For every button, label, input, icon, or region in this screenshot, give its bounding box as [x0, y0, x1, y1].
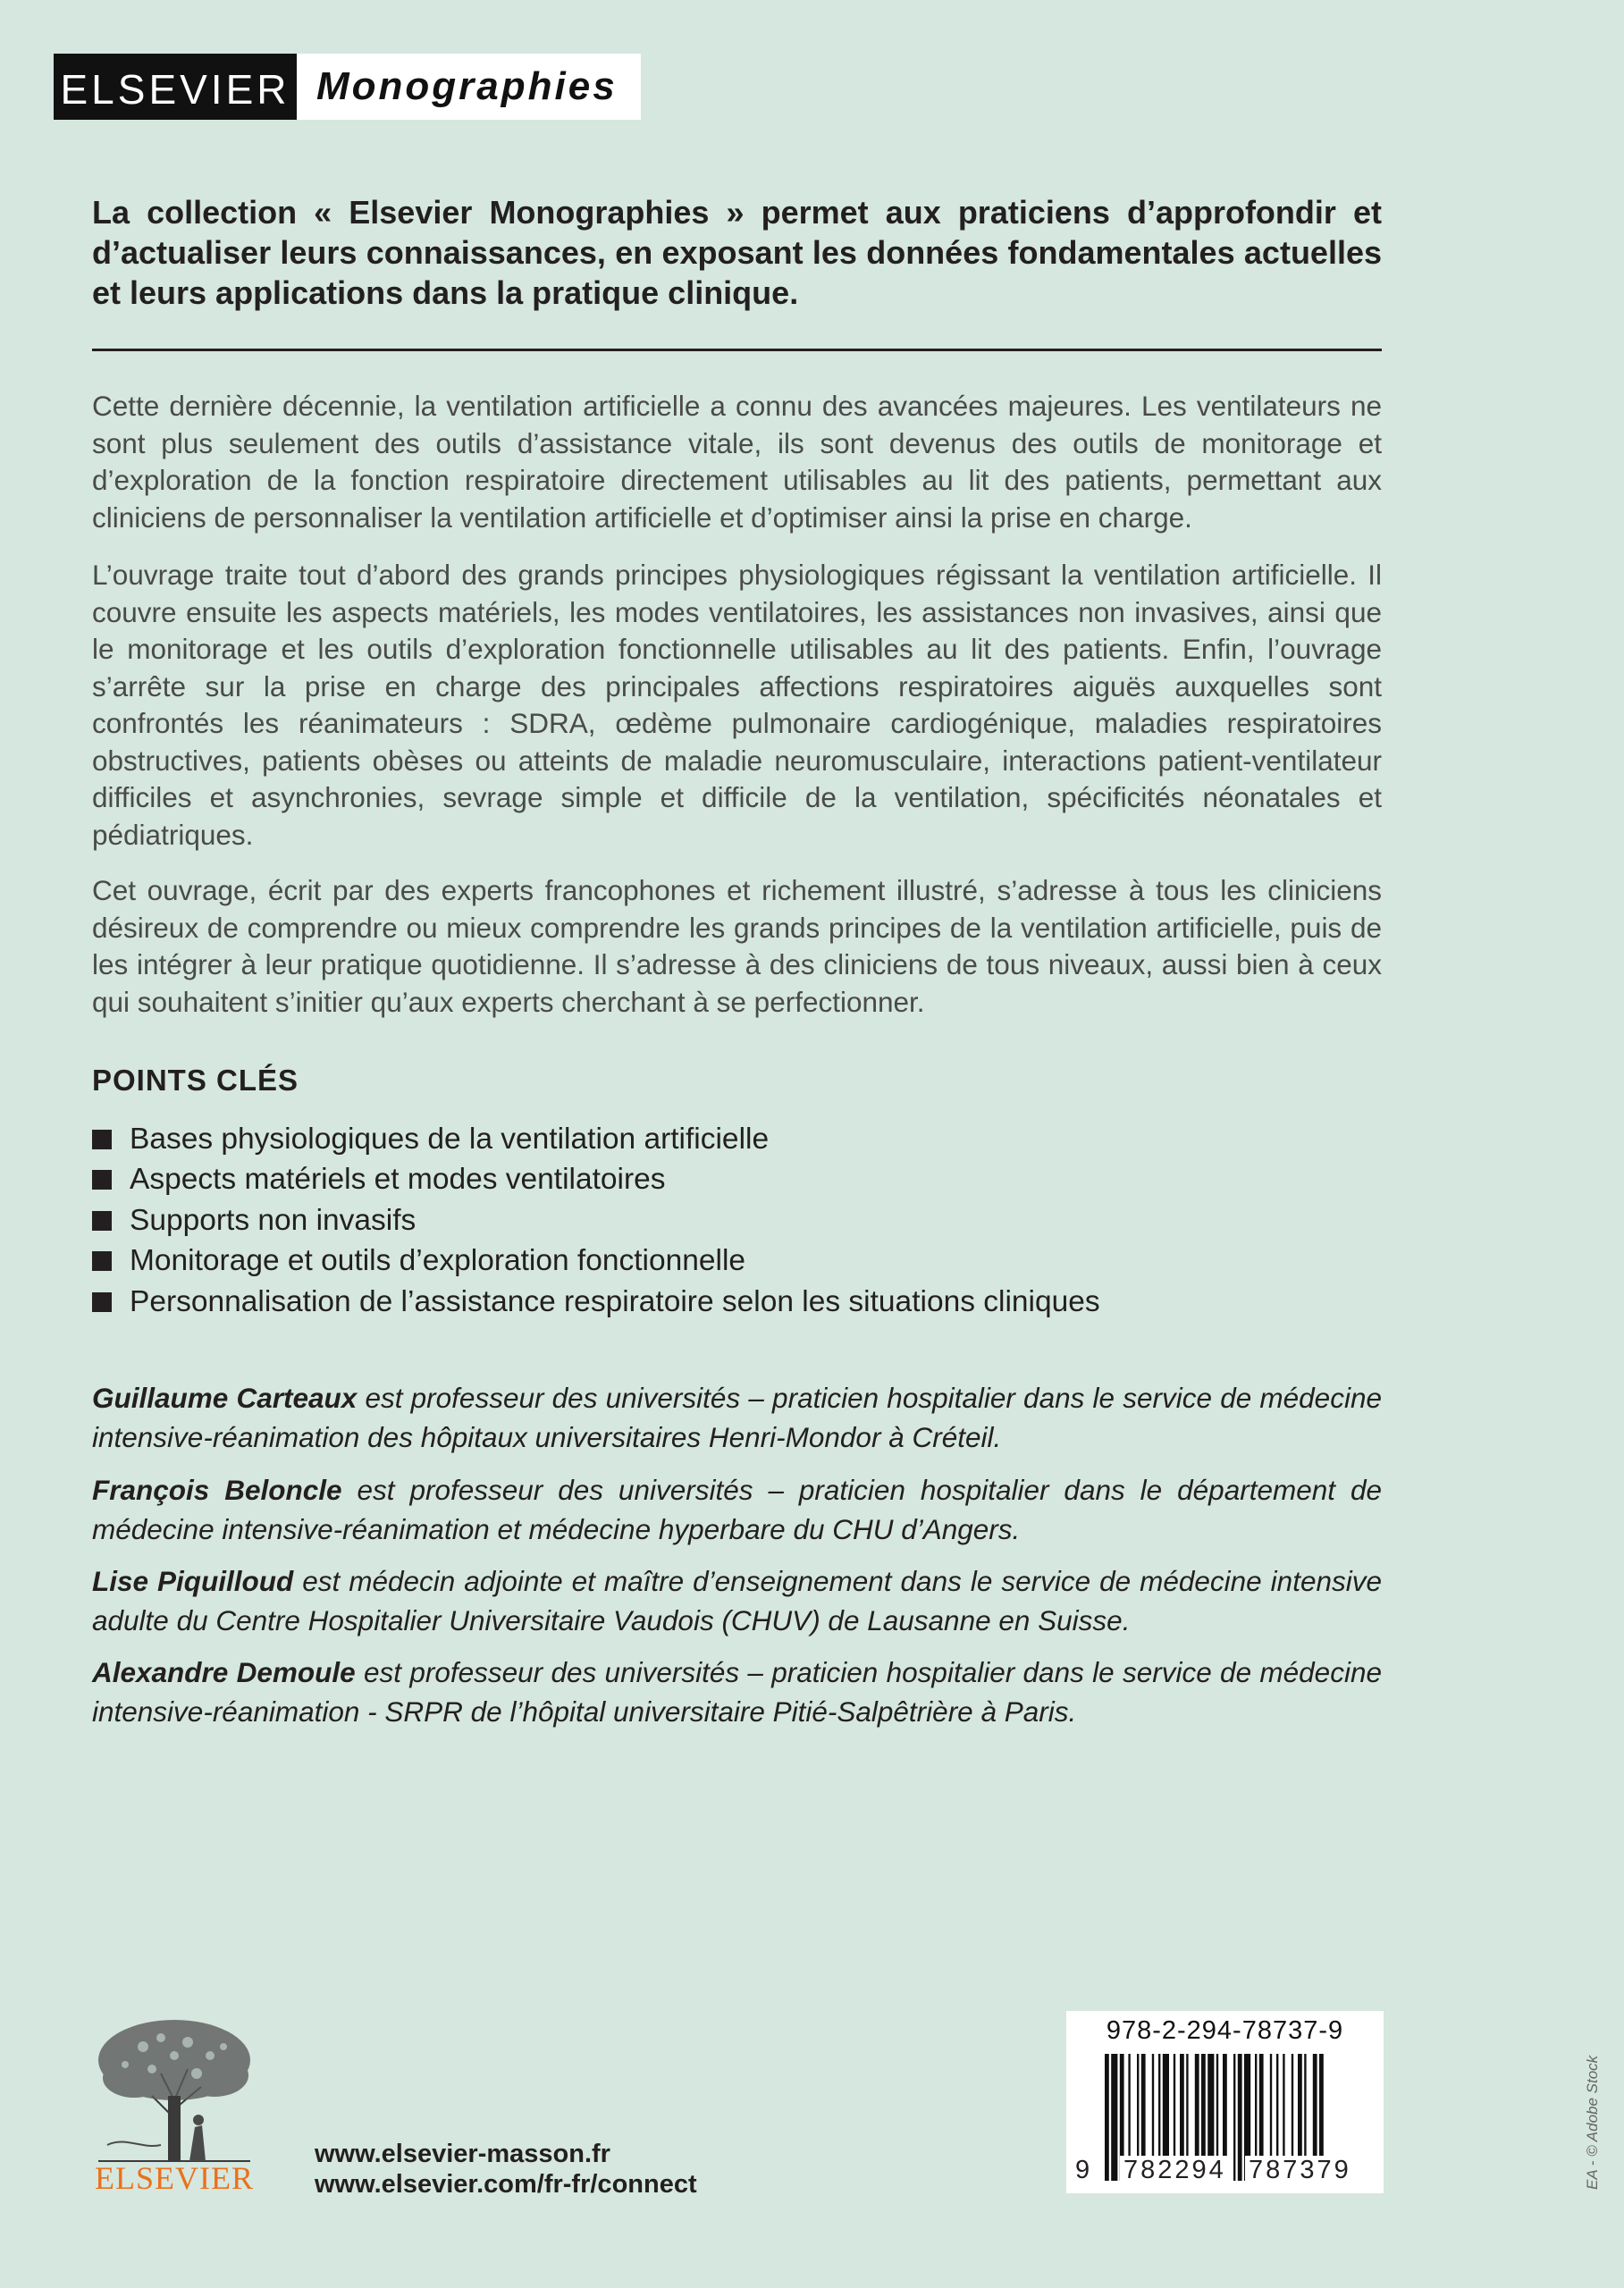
author-name: Alexandre Demoule	[92, 1656, 356, 1688]
series-logo-publisher: ELSEVIER	[54, 54, 297, 120]
elsevier-wordmark: ELSEVIER	[95, 2160, 254, 2196]
key-point-item	[92, 1160, 1100, 1201]
series-logo-name: Monographies	[297, 54, 641, 120]
square-bullet-icon	[92, 1170, 112, 1190]
isbn-number: 978-2-294-78737-9	[1106, 2016, 1344, 2045]
square-bullet-icon	[92, 1130, 112, 1149]
key-points-heading: POINTS CLÉS	[92, 1064, 299, 1097]
author-description: est professeur des universités – praticien hospitalier dans le service de médecine intensive-réanimation - SRPR de l’hôpital universitaire Pitié-Salpêtrière à Paris.	[92, 1656, 1382, 1728]
author-bio	[92, 1561, 1382, 1640]
author-name: Lise Piquilloud	[92, 1565, 294, 1597]
author-bio	[92, 1653, 1382, 1731]
key-point-label: Monitorage et outils d’exploration fonctionnelle	[130, 1244, 746, 1278]
barcode-digits-right: 787379	[1245, 2156, 1355, 2185]
author-description: est professeur des universités – praticien hospitalier dans le service de médecine intensive-réanimation des hôpitaux universitaires Henri-Mondor à Créteil.	[92, 1382, 1382, 1453]
key-point-item	[92, 1119, 1100, 1160]
photo-credit: EA - © Adobe Stock	[1584, 2055, 1601, 2190]
divider	[92, 349, 1382, 351]
author-name: Guillaume Carteaux	[92, 1382, 358, 1414]
key-point-label: Supports non invasifs	[130, 1203, 417, 1237]
author-name: François Beloncle	[92, 1474, 342, 1506]
series-logo	[54, 54, 641, 120]
website-link[interactable]: www.elsevier.com/fr-fr/connect	[315, 2170, 697, 2199]
square-bullet-icon	[92, 1251, 112, 1271]
key-points-list	[92, 1119, 1100, 1323]
key-point-label: Bases physiologiques de la ventilation artificielle	[130, 1122, 770, 1156]
description-paragraph: L’ouvrage traite tout d’abord des grands principes physiologiques régissant la ventilation artificielle. Il couvre ensuite les aspects matériels, les modes ventilatoires, les assistances non invasives, ainsi que le monitorage et les outils d’exploration fonctionnelle utilisables au lit des patients. Enfin, l’ouvrage s’arrête sur la prise en charge des principales affections respiratoires aiguës auxquelles sont confrontés les réanimateurs : SDRA, œdème pulmonaire cardiogénique, maladies respiratoires obstructives, patients obèses ou atteints de maladie neuromusculaire, interactions patient-ventilateur difficiles et asynchronies, sevrage simple et difficile de la ventilation, spécificités néonatales et pédiatriques.	[92, 559, 1382, 851]
description-paragraph: Cet ouvrage, écrit par des experts francophones et richement illustré, s’adresse à tous les cliniciens désireux de comprendre ou mieux comprendre les grands principes de la ventilation artificielle, puis de les intégrer à leur pratique quotidienne. Il s’adresse à des cliniciens de tous niveaux, aussi bien à ceux qui souhaitent s’initier qu’aux experts cherchant à se perfectionner.	[92, 874, 1382, 1018]
collection-intro: La collection « Elsevier Monographies » permet aux praticiens d’approfondir et d’actualiser leurs connaissances, en exposant les données fondamentales actuelles et leurs applications dans la pratique clinique.	[92, 194, 1382, 311]
isbn-barcode	[1066, 2011, 1384, 2193]
author-description: est professeur des universités – praticien hospitalier dans le département de médecine intensive-réanimation et médecine hyperbare du CHU d’Angers.	[92, 1474, 1382, 1545]
square-bullet-icon	[92, 1211, 112, 1231]
description-paragraph: Cette dernière décennie, la ventilation artificielle a connu des avancées majeures. Les ventilateurs ne sont plus seulement des outils d’assistance vitale, ils sont devenus des outils de monitorage et d’exploration de la fonction respiratoire directement utilisables au lit des patients, permettant aux cliniciens de personnaliser la ventilation artificielle et d’optimiser ainsi la prise en charge.	[92, 390, 1382, 534]
website-link[interactable]: www.elsevier-masson.fr	[315, 2140, 610, 2168]
author-description: est médecin adjointe et maître d’enseignement dans le service de médecine intensive adulte du Centre Hospitalier Universitaire Vaudois (CHUV) de Lausanne en Suisse.	[92, 1565, 1382, 1636]
square-bullet-icon	[92, 1292, 112, 1312]
elsevier-tree-logo-icon	[89, 2011, 259, 2163]
barcode-digits-left: 782294	[1120, 2156, 1230, 2185]
key-point-label: Aspects matériels et modes ventilatoires	[130, 1163, 666, 1197]
author-bio	[92, 1470, 1382, 1549]
key-point-item	[92, 1200, 1100, 1241]
key-point-label: Personnalisation de l’assistance respiratoire selon les situations cliniques	[130, 1284, 1100, 1318]
key-point-item	[92, 1282, 1100, 1323]
author-bio	[92, 1378, 1382, 1457]
barcode-digit: 9	[1075, 2156, 1090, 2184]
key-point-item	[92, 1241, 1100, 1283]
